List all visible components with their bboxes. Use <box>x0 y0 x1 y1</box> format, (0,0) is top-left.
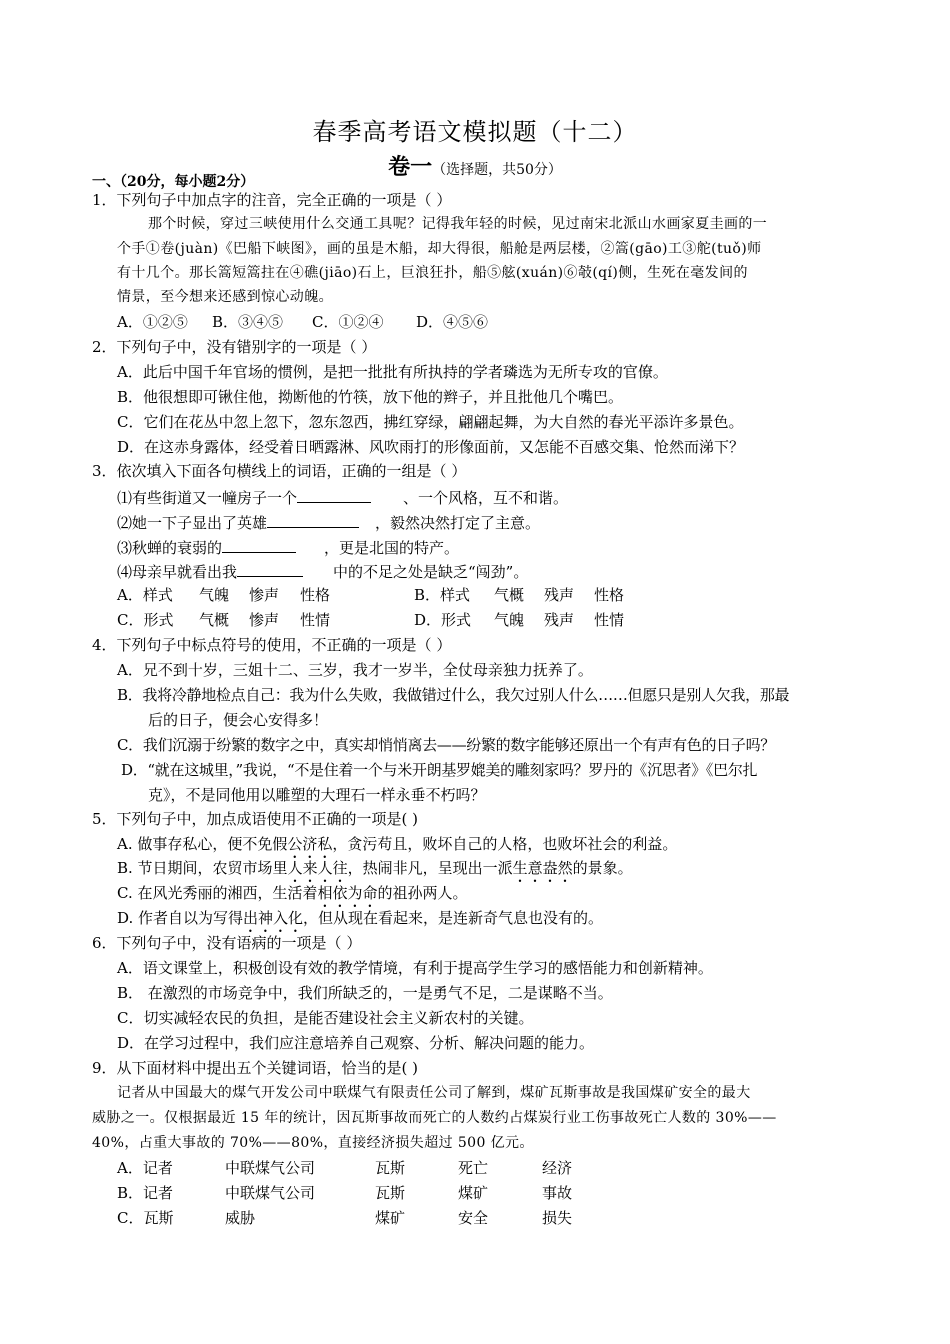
fill-blank <box>237 560 303 577</box>
option-word: 气魄 <box>494 611 525 629</box>
option-word: 煤矿 <box>458 1184 489 1202</box>
option-word: 威胁 <box>225 1209 256 1227</box>
q3-stem: 3．依次填入下面各句横线上的词语，正确的一组是（ ） <box>92 462 467 480</box>
q1-passage-line: 情景，至今想来还感到惊心动魄。 <box>117 289 333 305</box>
option-word: 性情 <box>594 611 625 629</box>
q1-passage-line: 那个时候，穿过三峡使用什么交通工具呢？记得我年轻的时候，见过南宋北派山水画家夏圭画的一 <box>148 216 768 232</box>
q5-option-d <box>117 908 603 936</box>
q3-sentence-3-pre: ⑶秋蝉的衰弱的 <box>117 539 223 557</box>
option-word: 性情 <box>300 611 331 629</box>
option-word: A．样式 <box>117 586 173 604</box>
q4-option-d-cont: 克》，不是同他用以雕塑的大理石一样永垂不朽吗？ <box>148 786 486 804</box>
option-word: 死亡 <box>458 1159 489 1177</box>
q3-sentence-4-pre: ⑷母亲早就看出我 <box>117 563 238 581</box>
q2-option-d: D．在这赤身露体，经受着日晒露淋、风吹雨打的形像面前，又怎能不百感交集、怆然而涕下？ <box>117 438 745 456</box>
q5-option-b <box>117 858 633 886</box>
q1-passage-line: 个手①卷(juàn)《巴船下峡图》，画的虽是木船，却大得很，船舱是两层楼，②篙(gāo)工③舵(tuǒ)师 <box>117 241 762 257</box>
option-word: A．记者 <box>117 1159 173 1177</box>
q3-sentence-2 <box>117 511 540 533</box>
option-text: D. 作者自以为写得 <box>117 909 244 927</box>
q4-option-b-cont: 后的日子，便会心安得多！ <box>148 711 329 729</box>
q3-option-c <box>117 610 417 630</box>
q9-option-a <box>117 1158 677 1178</box>
q1-option-d: D．④⑤⑥ <box>416 313 489 331</box>
option-word: B．记者 <box>117 1184 174 1202</box>
q6-option-a: A．语文课堂上，积极创设有效的教学情境，有利于提高学生学习的感悟能力和创新精神。 <box>117 959 713 977</box>
q1-stem: 1．下列句子中加点字的注音，完全正确的一项是（ ） <box>92 191 452 209</box>
q2-stem: 2．下列句子中，没有错别字的一项是（ ） <box>92 338 377 356</box>
option-word: 气魄 <box>199 586 230 604</box>
option-word: D．形式 <box>414 611 472 629</box>
option-word: 瓦斯 <box>375 1184 406 1202</box>
option-text: A. 做事存私心，便不免假 <box>117 835 288 853</box>
dotted-idiom: 出神入化 <box>243 909 304 927</box>
option-text: ，但从现在看起来，是连新奇气息也没有的。 <box>303 909 604 927</box>
q4-option-d: D．“就在这城里，”我说，“不是住着一个与米开朗基罗媲美的雕刻家吗？罗丹的《沉思者》《巴尔扎 <box>121 761 758 779</box>
q2-option-a: A．此后中国千年官场的惯例，是把一批批有所执持的学者璘选为无所专攻的官僚。 <box>117 363 668 381</box>
option-word: 经济 <box>542 1159 573 1177</box>
option-text: ，热闹非凡，呈现出一派 <box>347 859 513 877</box>
fill-blank <box>297 486 371 503</box>
q5-option-c <box>117 883 468 911</box>
volume-note: （选择题，共50分） <box>432 162 562 178</box>
option-word: 残声 <box>544 586 575 604</box>
q3-sentence-1-post: 、一个风格，互不和谐。 <box>403 489 569 507</box>
q3-option-d <box>414 610 714 630</box>
q4-option-b: B．我将冷静地检点自己：我为什么失败，我做错过什么，我欠过别人什么……但愿只是别人欠我，那最 <box>117 686 790 704</box>
q3-sentence-4-post: 中的不足之处是缺乏“闯劲”。 <box>333 563 529 581</box>
q3-sentence-3-post: ，更是北国的特产。 <box>324 539 460 557</box>
q9-stem: 9．从下面材料中提出五个关键词语，恰当的是( ) <box>92 1059 419 1077</box>
q6-option-c: C．切实减轻农民的负担，是能否建设社会主义新农村的关键。 <box>117 1009 534 1027</box>
q9-option-b <box>117 1183 677 1203</box>
option-text: C. 在风光秀丽的湘西，生活着 <box>117 884 318 902</box>
option-word: B．样式 <box>414 586 471 604</box>
option-word: C．瓦斯 <box>117 1209 174 1227</box>
option-text: 的祖孙两人。 <box>377 884 468 902</box>
q4-stem: 4．下列句子中标点符号的使用，不正确的一项是（ ） <box>92 636 452 654</box>
option-word: 中联煤气公司 <box>225 1159 316 1177</box>
option-word: 气概 <box>199 611 230 629</box>
q3-sentence-2-post: ，毅然决然打定了主意。 <box>375 514 541 532</box>
q3-sentence-1 <box>117 486 568 508</box>
option-word: 惨声 <box>249 611 280 629</box>
q9-option-c <box>117 1208 677 1228</box>
q3-sentence-2-pre: ⑵她一下子显出了英雄 <box>117 514 268 532</box>
volume-label: 卷一 <box>388 154 433 180</box>
option-word: 中联煤气公司 <box>225 1184 316 1202</box>
option-word: 煤矿 <box>375 1209 406 1227</box>
option-word: 安全 <box>458 1209 489 1227</box>
q3-sentence-4 <box>117 560 528 582</box>
section-heading: 一、（20分，每小题2分） <box>92 174 255 190</box>
q6-option-d: D．在学习过程中，我们应注意培养自己观察、分析、解决问题的能力。 <box>117 1034 595 1052</box>
q3-option-b <box>414 585 714 605</box>
page-title: 春季高考语文模拟题（十二） <box>312 118 638 146</box>
option-word: 气概 <box>494 586 525 604</box>
q1-option-b: B．③④⑤ <box>212 313 284 331</box>
option-word: 性格 <box>300 586 331 604</box>
option-word: 性格 <box>594 586 625 604</box>
option-text: ，贪污苟且，败坏自己的人格，也败坏社会的利益。 <box>332 835 678 853</box>
q1-option-c: C．①②④ <box>312 313 384 331</box>
option-word: 瓦斯 <box>375 1159 406 1177</box>
dotted-idiom: 公济私 <box>287 835 333 853</box>
q9-passage-line: 记者从中国最大的煤气开发公司中联煤气有限责任公司了解到，煤矿瓦斯事故是我国煤矿安全的最大 <box>117 1085 751 1101</box>
q2-option-c: C．它们在花丛中忽上忽下，忽东忽西，拂红穿绿，翩翩起舞，为大自然的春光平添许多景色。 <box>117 413 744 431</box>
q1-passage-line: 有十几个。那长篙短篙拄在④礁(jiāo)石上，巨浪狂扑，船⑤舷(xuán)⑥攲(qí)侧，生死在毫发间的 <box>117 265 748 281</box>
q4-option-c: C．我们沉溺于纷繁的数字之中，真实却悄悄离去——纷繁的数字能够还原出一个有声有色的日子吗？ <box>117 736 775 754</box>
fill-blank <box>267 511 359 528</box>
q1-option-a: A．①②⑤ <box>117 313 188 331</box>
option-word: 损失 <box>542 1209 573 1227</box>
option-word: C．形式 <box>117 611 174 629</box>
option-text: B. 节日期间，农贸市场里 <box>117 859 288 877</box>
q4-option-a: A．兄不到十岁，三姐十二、三岁，我才一岁半，全仗母亲独力抚养了。 <box>117 661 593 679</box>
fill-blank <box>222 536 296 553</box>
option-word: 惨声 <box>249 586 280 604</box>
dotted-idiom: 生意盎然 <box>512 859 573 877</box>
q2-option-b: B．他很想即可锹住他，拗断他的竹筷，放下他的辫子，并且批他几个嘴巴。 <box>117 388 624 406</box>
q3-sentence-1-pre: ⑴有些街道又一幢房子一个 <box>117 489 298 507</box>
dotted-idiom: 相依为命 <box>317 884 378 902</box>
option-text: 的景象。 <box>572 859 633 877</box>
q6-stem: 6．下列句子中，没有语病的一项是（ ） <box>92 934 362 952</box>
q6-option-b: B． 在激烈的市场竞争中，我们所缺乏的，一是勇气不足，二是谋略不当。 <box>117 984 613 1002</box>
q9-passage-line: 威胁之一。仅根据最近 15 年的统计，因瓦斯事故而死亡的人数约占煤炭行业工伤事故死亡人数的 30%—— <box>92 1110 777 1126</box>
q5-stem: 5．下列句子中，加点成语使用不正确的一项是( ) <box>92 810 419 828</box>
option-word: 事故 <box>542 1184 573 1202</box>
option-word: 残声 <box>544 611 575 629</box>
q9-passage-line: 40%，占重大事故的 70%——80%，直接经济损失超过 500 亿元。 <box>92 1135 534 1151</box>
q3-sentence-3 <box>117 536 459 558</box>
dotted-idiom: 人来人往 <box>287 859 348 877</box>
